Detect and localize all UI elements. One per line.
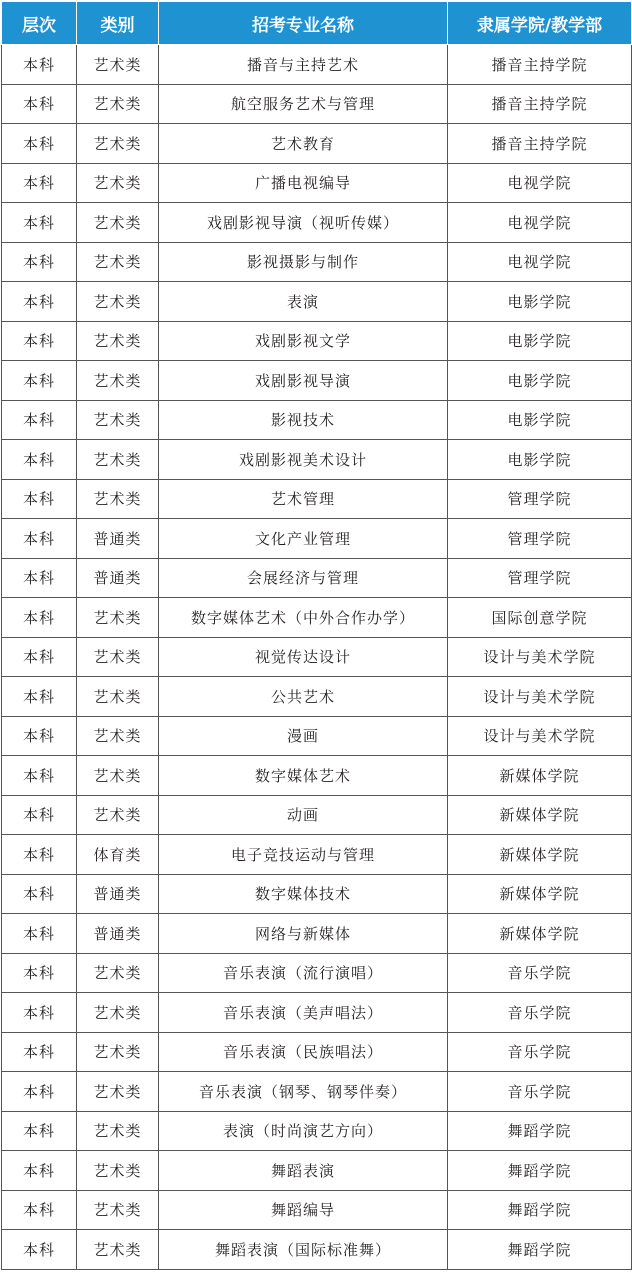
cell-college: 新媒体学院 [448, 914, 632, 954]
table-row [2, 874, 632, 914]
header-level: 层次 [2, 2, 77, 45]
cell-college: 管理学院 [448, 479, 632, 519]
cell-level: 本科 [2, 558, 77, 598]
table-row [2, 1230, 632, 1270]
cell-major: 艺术教育 [159, 124, 448, 164]
cell-major: 戏剧影视导演 [159, 361, 448, 401]
cell-category: 体育类 [77, 835, 159, 875]
table-row [2, 361, 632, 401]
cell-major: 音乐表演（美声唱法） [159, 993, 448, 1033]
cell-college: 电视学院 [448, 163, 632, 203]
cell-level: 本科 [2, 993, 77, 1033]
cell-category: 艺术类 [77, 1151, 159, 1191]
cell-major: 音乐表演（流行演唱） [159, 953, 448, 993]
table-row [2, 1111, 632, 1151]
cell-major: 表演 [159, 282, 448, 322]
cell-major: 影视技术 [159, 400, 448, 440]
cell-college: 舞蹈学院 [448, 1230, 632, 1270]
cell-level: 本科 [2, 242, 77, 282]
cell-level: 本科 [2, 45, 77, 85]
table-row [2, 440, 632, 480]
table-row [2, 637, 632, 677]
cell-major: 漫画 [159, 716, 448, 756]
table-row [2, 914, 632, 954]
cell-category: 艺术类 [77, 993, 159, 1033]
table-row [2, 558, 632, 598]
cell-level: 本科 [2, 914, 77, 954]
cell-major: 视觉传达设计 [159, 637, 448, 677]
cell-level: 本科 [2, 321, 77, 361]
cell-college: 播音主持学院 [448, 45, 632, 85]
cell-college: 电影学院 [448, 400, 632, 440]
cell-college: 音乐学院 [448, 953, 632, 993]
table-row [2, 163, 632, 203]
cell-category: 艺术类 [77, 282, 159, 322]
table-row [2, 1151, 632, 1191]
cell-level: 本科 [2, 203, 77, 243]
cell-category: 艺术类 [77, 756, 159, 796]
cell-level: 本科 [2, 953, 77, 993]
table-row [2, 124, 632, 164]
cell-category: 艺术类 [77, 598, 159, 638]
cell-category: 普通类 [77, 558, 159, 598]
cell-major: 电子竞技运动与管理 [159, 835, 448, 875]
table-row [2, 519, 632, 559]
cell-category: 普通类 [77, 914, 159, 954]
cell-college: 播音主持学院 [448, 124, 632, 164]
cell-major: 航空服务艺术与管理 [159, 84, 448, 124]
cell-level: 本科 [2, 1032, 77, 1072]
cell-college: 播音主持学院 [448, 84, 632, 124]
cell-college: 管理学院 [448, 558, 632, 598]
header-row [2, 2, 632, 45]
table-row [2, 45, 632, 85]
cell-category: 艺术类 [77, 716, 159, 756]
table-row [2, 400, 632, 440]
cell-major: 舞蹈表演（国际标准舞） [159, 1230, 448, 1270]
cell-category: 艺术类 [77, 677, 159, 717]
table-row [2, 756, 632, 796]
table-row [2, 835, 632, 875]
table-row [2, 598, 632, 638]
header-category: 类别 [77, 2, 159, 45]
cell-major: 播音与主持艺术 [159, 45, 448, 85]
cell-category: 艺术类 [77, 45, 159, 85]
cell-college: 新媒体学院 [448, 795, 632, 835]
cell-level: 本科 [2, 756, 77, 796]
cell-level: 本科 [2, 716, 77, 756]
cell-level: 本科 [2, 400, 77, 440]
cell-level: 本科 [2, 874, 77, 914]
cell-college: 电视学院 [448, 242, 632, 282]
cell-college: 电视学院 [448, 203, 632, 243]
cell-category: 艺术类 [77, 1190, 159, 1230]
cell-college: 电影学院 [448, 361, 632, 401]
cell-level: 本科 [2, 1230, 77, 1270]
cell-level: 本科 [2, 163, 77, 203]
table-row [2, 1072, 632, 1112]
cell-category: 艺术类 [77, 321, 159, 361]
table-row [2, 1032, 632, 1072]
table-row [2, 321, 632, 361]
cell-college: 新媒体学院 [448, 756, 632, 796]
cell-college: 设计与美术学院 [448, 716, 632, 756]
majors-table [1, 1, 632, 1270]
header-college: 隶属学院/教学部 [448, 2, 632, 45]
cell-level: 本科 [2, 1151, 77, 1191]
table-row [2, 84, 632, 124]
cell-category: 艺术类 [77, 361, 159, 401]
cell-college: 舞蹈学院 [448, 1190, 632, 1230]
cell-major: 数字媒体艺术（中外合作办学） [159, 598, 448, 638]
table-row [2, 242, 632, 282]
cell-college: 舞蹈学院 [448, 1151, 632, 1191]
cell-level: 本科 [2, 598, 77, 638]
cell-category: 普通类 [77, 874, 159, 914]
cell-level: 本科 [2, 479, 77, 519]
cell-level: 本科 [2, 637, 77, 677]
cell-college: 电影学院 [448, 282, 632, 322]
cell-category: 艺术类 [77, 203, 159, 243]
cell-level: 本科 [2, 84, 77, 124]
cell-college: 音乐学院 [448, 1032, 632, 1072]
cell-category: 艺术类 [77, 84, 159, 124]
cell-major: 艺术管理 [159, 479, 448, 519]
cell-category: 艺术类 [77, 795, 159, 835]
cell-major: 表演（时尚演艺方向） [159, 1111, 448, 1151]
cell-major: 广播电视编导 [159, 163, 448, 203]
cell-category: 艺术类 [77, 242, 159, 282]
cell-category: 艺术类 [77, 637, 159, 677]
cell-major: 动画 [159, 795, 448, 835]
cell-major: 音乐表演（钢琴、钢琴伴奏） [159, 1072, 448, 1112]
cell-level: 本科 [2, 677, 77, 717]
cell-major: 会展经济与管理 [159, 558, 448, 598]
cell-major: 音乐表演（民族唱法） [159, 1032, 448, 1072]
cell-major: 公共艺术 [159, 677, 448, 717]
cell-major: 文化产业管理 [159, 519, 448, 559]
cell-college: 音乐学院 [448, 993, 632, 1033]
table-row [2, 282, 632, 322]
cell-category: 艺术类 [77, 1072, 159, 1112]
cell-college: 管理学院 [448, 519, 632, 559]
cell-level: 本科 [2, 124, 77, 164]
cell-college: 新媒体学院 [448, 835, 632, 875]
header-major: 招考专业名称 [159, 2, 448, 45]
cell-major: 舞蹈编导 [159, 1190, 448, 1230]
table-row [2, 677, 632, 717]
table-row [2, 795, 632, 835]
cell-college: 电影学院 [448, 440, 632, 480]
cell-major: 数字媒体艺术 [159, 756, 448, 796]
cell-level: 本科 [2, 835, 77, 875]
table-row [2, 716, 632, 756]
table-row [2, 1190, 632, 1230]
cell-category: 艺术类 [77, 1230, 159, 1270]
cell-college: 音乐学院 [448, 1072, 632, 1112]
cell-major: 戏剧影视美术设计 [159, 440, 448, 480]
cell-category: 艺术类 [77, 479, 159, 519]
cell-college: 设计与美术学院 [448, 677, 632, 717]
cell-college: 新媒体学院 [448, 874, 632, 914]
cell-level: 本科 [2, 361, 77, 401]
cell-category: 艺术类 [77, 440, 159, 480]
cell-college: 电影学院 [448, 321, 632, 361]
cell-college: 舞蹈学院 [448, 1111, 632, 1151]
cell-college: 国际创意学院 [448, 598, 632, 638]
cell-category: 普通类 [77, 519, 159, 559]
cell-level: 本科 [2, 1111, 77, 1151]
cell-major: 戏剧影视文学 [159, 321, 448, 361]
cell-major: 戏剧影视导演（视听传媒） [159, 203, 448, 243]
table-row [2, 203, 632, 243]
table-header [2, 2, 632, 45]
cell-level: 本科 [2, 795, 77, 835]
cell-category: 艺术类 [77, 124, 159, 164]
cell-level: 本科 [2, 282, 77, 322]
table-row [2, 953, 632, 993]
cell-level: 本科 [2, 440, 77, 480]
cell-category: 艺术类 [77, 1111, 159, 1151]
cell-college: 设计与美术学院 [448, 637, 632, 677]
cell-category: 艺术类 [77, 953, 159, 993]
cell-level: 本科 [2, 1190, 77, 1230]
cell-category: 艺术类 [77, 400, 159, 440]
table-row [2, 993, 632, 1033]
cell-major: 数字媒体技术 [159, 874, 448, 914]
cell-level: 本科 [2, 519, 77, 559]
cell-major: 网络与新媒体 [159, 914, 448, 954]
cell-major: 舞蹈表演 [159, 1151, 448, 1191]
table-body [2, 45, 632, 1270]
cell-level: 本科 [2, 1072, 77, 1112]
table-row [2, 479, 632, 519]
cell-category: 艺术类 [77, 163, 159, 203]
cell-category: 艺术类 [77, 1032, 159, 1072]
cell-major: 影视摄影与制作 [159, 242, 448, 282]
